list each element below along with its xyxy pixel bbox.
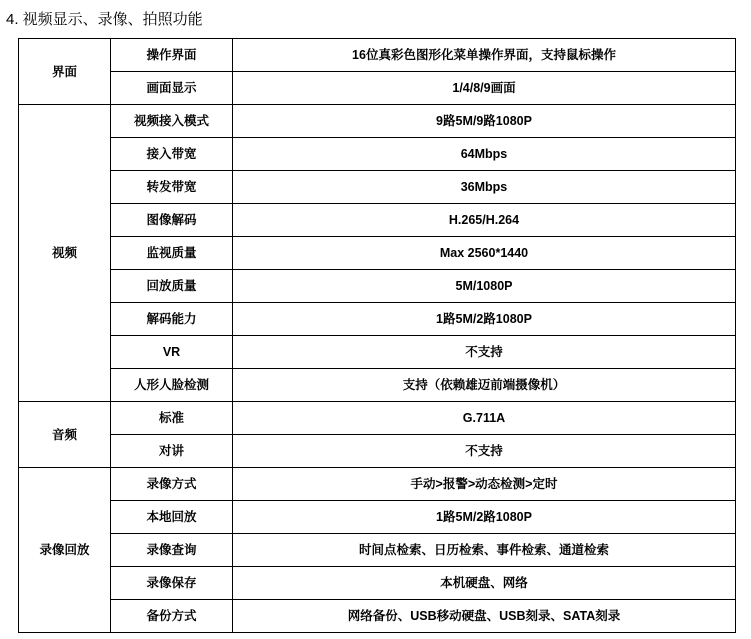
row-label: 录像保存: [111, 567, 233, 600]
table-row: [19, 468, 736, 501]
table-row: [19, 270, 736, 303]
table-row: [19, 567, 736, 600]
row-value: 9路5M/9路1080P: [233, 105, 736, 138]
group-cell: 音频: [19, 402, 111, 468]
row-label: 回放质量: [111, 270, 233, 303]
row-label: 解码能力: [111, 303, 233, 336]
row-value: Max 2560*1440: [233, 237, 736, 270]
row-label: 录像查询: [111, 534, 233, 567]
row-value: 36Mbps: [233, 171, 736, 204]
row-value: 不支持: [233, 336, 736, 369]
row-label: 对讲: [111, 435, 233, 468]
row-value: 5M/1080P: [233, 270, 736, 303]
row-label: 录像方式: [111, 468, 233, 501]
table-row: [19, 72, 736, 105]
row-value: 64Mbps: [233, 138, 736, 171]
table-row: [19, 534, 736, 567]
row-value: 16位真彩色图形化菜单操作界面，支持鼠标操作: [233, 39, 736, 72]
group-cell: 视频: [19, 105, 111, 402]
row-value: H.265/H.264: [233, 204, 736, 237]
row-value: 1路5M/2路1080P: [233, 501, 736, 534]
group-cell: 界面: [19, 39, 111, 105]
row-label: 画面显示: [111, 72, 233, 105]
row-label: 监视质量: [111, 237, 233, 270]
row-label: 转发带宽: [111, 171, 233, 204]
table-row: [19, 501, 736, 534]
row-value: 不支持: [233, 435, 736, 468]
row-value: 1路5M/2路1080P: [233, 303, 736, 336]
row-label: 标准: [111, 402, 233, 435]
group-cell: 录像回放: [19, 468, 111, 633]
row-label: 视频接入模式: [111, 105, 233, 138]
row-value: G.711A: [233, 402, 736, 435]
page-title: 4. 视频显示、录像、拍照功能: [6, 11, 203, 28]
table-row: [19, 204, 736, 237]
row-value: 手动>报警>动态检测>定时: [233, 468, 736, 501]
table-row: [19, 138, 736, 171]
row-value: 支持（依赖雄迈前端摄像机）: [233, 369, 736, 402]
table-row: [19, 303, 736, 336]
row-label: 人形人脸检测: [111, 369, 233, 402]
row-label: 图像解码: [111, 204, 233, 237]
row-label: 备份方式: [111, 600, 233, 633]
table-row: [19, 171, 736, 204]
table-row: [19, 402, 736, 435]
table-row: [19, 336, 736, 369]
row-value: 本机硬盘、网络: [233, 567, 736, 600]
specification-table: [18, 38, 736, 633]
table-row: [19, 105, 736, 138]
row-value: 1/4/8/9画面: [233, 72, 736, 105]
row-label: VR: [111, 336, 233, 369]
table-row: [19, 369, 736, 402]
table-body: [19, 39, 736, 633]
table-row: [19, 600, 736, 633]
row-value: 时间点检索、日历检索、事件检索、通道检索: [233, 534, 736, 567]
table-row: [19, 39, 736, 72]
row-value: 网络备份、USB移动硬盘、USB刻录、SATA刻录: [233, 600, 736, 633]
row-label: 操作界面: [111, 39, 233, 72]
table-row: [19, 435, 736, 468]
table-row: [19, 237, 736, 270]
row-label: 接入带宽: [111, 138, 233, 171]
row-label: 本地回放: [111, 501, 233, 534]
